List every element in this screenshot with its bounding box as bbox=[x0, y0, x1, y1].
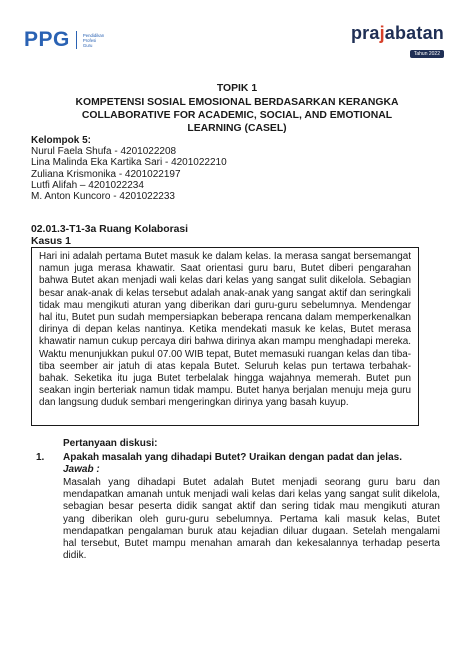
prajabatan-year-tag: Tahun 2022 bbox=[410, 50, 444, 58]
case-text-box bbox=[31, 247, 419, 426]
case-heading bbox=[31, 224, 188, 248]
group-title: Kelompok 5: bbox=[31, 135, 92, 146]
case-paragraph: Hari ini adalah pertama Butet masuk ke dalam kelas. Ia merasa sangat bersemangat namun juga merasa khawatir. Saat orientasi guru baru, Butet diberi pengarahan bahwa Butet akan menjadi wali kelas dari kelas yang sangat sulit dikelola. Sebagian besar anak-anak di kelas tersebut adalah anak-anak yang sangat aktif dan seringkali tidak mau mengikuti aturan yang diberikan dari guru-guru sebelumnya. Mendengar hal itu, Butet pun sudah mempersiapkan beberapa rencana dalam memperkenalkan dirinya di depan kelas nantinya. Ketika mendekati masuk ke kelas, Butet merasa khawatir namun cukup percaya diri bahwa dirinya akan mampu menghadapi mereka. Waktu menunjukkan pukul 07.00 WIB tepat, Butet memasuki ruangan kelas dan tiba-tiba seember air jatuh di atas kepala Butet. Seluruh kelas pun tertawa terbahak-bahak. Seketika itu juga Butet terbelalak hingga wajahnya memerah. Butet pun seakan ingin berteriak namun tidak mampu. Butet hanya berjalan menuju meja guru dan langsung duduk sembari mengeringkan dirinya yang basah kuyup. bbox=[39, 251, 411, 409]
ppg-subtitle-line: Pendidikan bbox=[82, 32, 105, 38]
member-line: Lutfi Alifah – 4201022234 bbox=[31, 179, 144, 191]
ppg-logo-subtitle bbox=[83, 33, 104, 48]
answer-text: Masalah yang dihadapi Butet adalah Butet menjadi seorang guru baru dan mendapatkan amanah untuk menjadi wali kelas dari kelas yang sangat sulit dikelola, sebagian besar peserta didik sangat aktif dan sering tidak mau mengikuti aturan yang diberikan oleh guru-guru sebelumnya. Pertama kali masuk kelas, Butet mendapatkan pengalaman buruk atau kejadian diluar dugaan. Setelah mengalami hal tersebut, Butet mampu menahan amarah dan kekesalannya terhadap peserta didik. bbox=[63, 477, 440, 562]
title-line: COLLABORATIVE FOR ACADEMIC, SOCIAL, AND EMOTIONAL bbox=[81, 110, 393, 121]
ppg-subtitle-line: Guru bbox=[82, 42, 93, 48]
questions-label: Pertanyaan diskusi: bbox=[63, 438, 158, 449]
prajabatan-prefix: pra bbox=[350, 23, 380, 43]
logo-divider bbox=[76, 31, 77, 49]
prajabatan-logo bbox=[351, 24, 444, 60]
case-code: 02.01.3-T1-3a Ruang Kolaborasi bbox=[31, 224, 189, 235]
prajabatan-accent: j bbox=[379, 23, 385, 43]
prajabatan-logo-text bbox=[351, 24, 444, 42]
question-text: Apakah masalah yang dihadapi Butet? Uraikan dengan padat dan jelas. bbox=[63, 452, 402, 463]
document-title bbox=[40, 82, 434, 135]
question-number: 1. bbox=[36, 452, 45, 463]
prajabatan-suffix: abatan bbox=[384, 23, 444, 43]
title-line: LEARNING (CASEL) bbox=[187, 123, 287, 134]
question-item bbox=[36, 452, 440, 464]
page-header bbox=[0, 0, 474, 57]
discussion-questions bbox=[36, 438, 440, 562]
ppg-logo bbox=[24, 28, 104, 52]
case-label: Kasus 1 bbox=[31, 236, 71, 247]
member-line: Lina Malinda Eka Kartika Sari - 4201022210 bbox=[31, 157, 227, 169]
group-members bbox=[31, 135, 227, 202]
member-line: Nurul Faela Shufa - 4201022208 bbox=[31, 146, 177, 158]
answer-label: Jawab : bbox=[63, 464, 100, 475]
member-line: Zuliana Krismonika - 4201022197 bbox=[31, 168, 181, 180]
title-line: KOMPETENSI SOSIAL EMOSIONAL BERDASARKAN KERANGKA bbox=[75, 97, 399, 108]
member-line: M. Anton Kuncoro - 4201022233 bbox=[31, 191, 175, 203]
topic-heading: TOPIK 1 bbox=[216, 83, 258, 94]
ppg-subtitle-line: Profesi bbox=[82, 37, 97, 43]
ppg-logo-text: PPG bbox=[24, 28, 70, 51]
